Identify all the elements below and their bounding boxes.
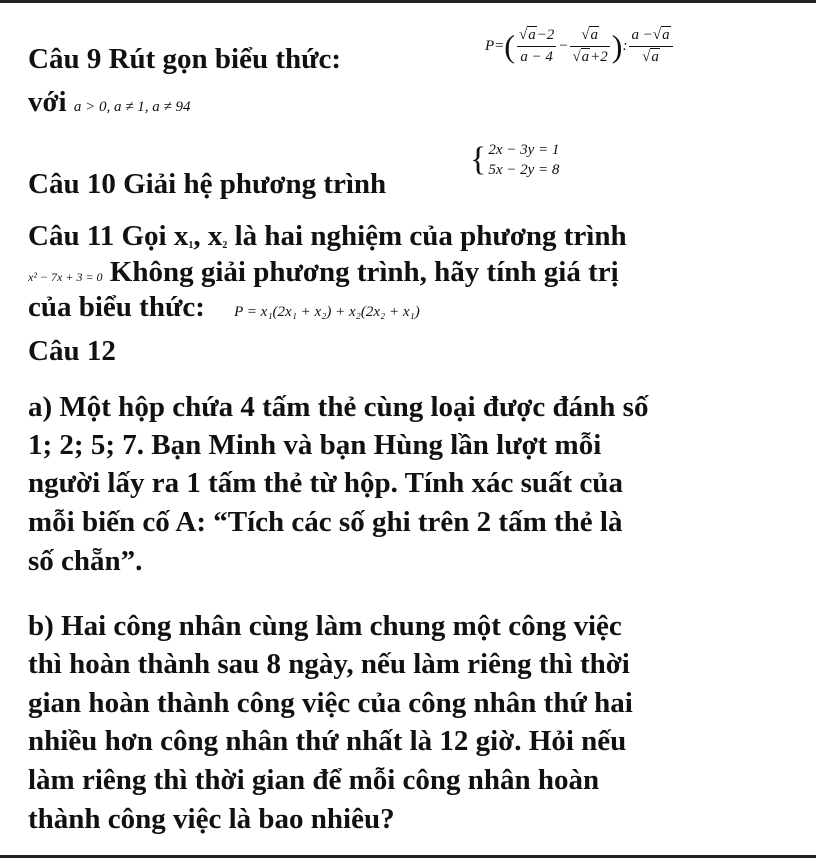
top-border (0, 0, 816, 3)
question-9-heading: Câu 9 Rút gọn biểu thức: (28, 43, 342, 75)
q12b-line: thành công việc là bao nhiêu? (28, 803, 395, 835)
q12a-line: 1; 2; 5; 7. Bạn Minh và bạn Hùng lần lượt mỗi (28, 429, 602, 461)
question-11-line-2 (28, 258, 619, 287)
expression-label: của biểu thức: (28, 291, 205, 323)
system-equation-2: 5x − 2y = 8 (488, 162, 560, 179)
question-12-heading: Câu 12 (28, 335, 116, 367)
q12b-line: gian hoàn thành công việc của công nhân thứ hai (28, 687, 633, 719)
condition-text: a > 0, a ≠ 1, a ≠ 94 (73, 99, 191, 115)
q12a-line: người lấy ra 1 tấm thẻ từ hộp. Tính xác suất của (28, 467, 623, 499)
q12a-line: a) Một hộp chứa 4 tấm thẻ cùng loại được đánh số (28, 391, 649, 423)
q12b-line: thì hoàn thành sau 8 ngày, nếu làm riêng thì thời (28, 648, 630, 680)
close-paren: ) (611, 27, 623, 64)
q12b-line: nhiều hơn công nhân thứ nhất là 12 giờ. Hỏi nếu (28, 725, 627, 757)
question-11-line-1: Câu 11 Gọi $x_1$, $x_2$ là hai nghiệm của phương trình (28, 220, 627, 252)
q12b-line: làm riêng thì thời gian để mỗi công nhân hoàn (28, 764, 600, 796)
divide-sign: : (622, 37, 628, 54)
q12a-line: số chẵn”. (28, 545, 143, 577)
fraction-2: $\frac{√a}{√a+2}$ (572, 26, 608, 65)
equals-sign: = (494, 37, 505, 54)
question-12-title (28, 337, 116, 366)
system-brace: { (470, 141, 487, 179)
question-10-title (28, 170, 386, 199)
question-9-expression (485, 18, 675, 74)
open-paren: ( (504, 27, 515, 64)
question-9-title (28, 45, 341, 74)
equation-system (470, 140, 559, 181)
expression-P: P = x₁(2x₁ + x₂) + x₂(2x₂ + x₁) (234, 304, 420, 320)
variable-P: P (485, 37, 495, 54)
q12a-line: mỗi biến cố A: “Tích các số ghi trên 2 tấm thẻ là (28, 506, 623, 538)
system-equation-1: 2x − 3y = 1 (488, 142, 560, 158)
question-11-line-3 (28, 293, 420, 322)
fraction-3: $\frac{a -√a}{√a}$ (629, 27, 672, 66)
question-10-heading: Câu 10 Giải hệ phương trình (28, 168, 387, 200)
question-9-condition (28, 88, 190, 117)
quadratic-equation: x² − 7x + 3 = 0 (28, 270, 103, 284)
question-11-instruction: Không giải phương trình, hãy tính giá trị (109, 256, 619, 288)
q12b-line: b) Hai công nhân cùng làm chung một công việc (28, 610, 622, 642)
fraction-1: $\frac{√a-2}{a - 4}$ (518, 26, 555, 65)
minus-sign: − (558, 37, 569, 54)
with-label: với (28, 86, 67, 118)
